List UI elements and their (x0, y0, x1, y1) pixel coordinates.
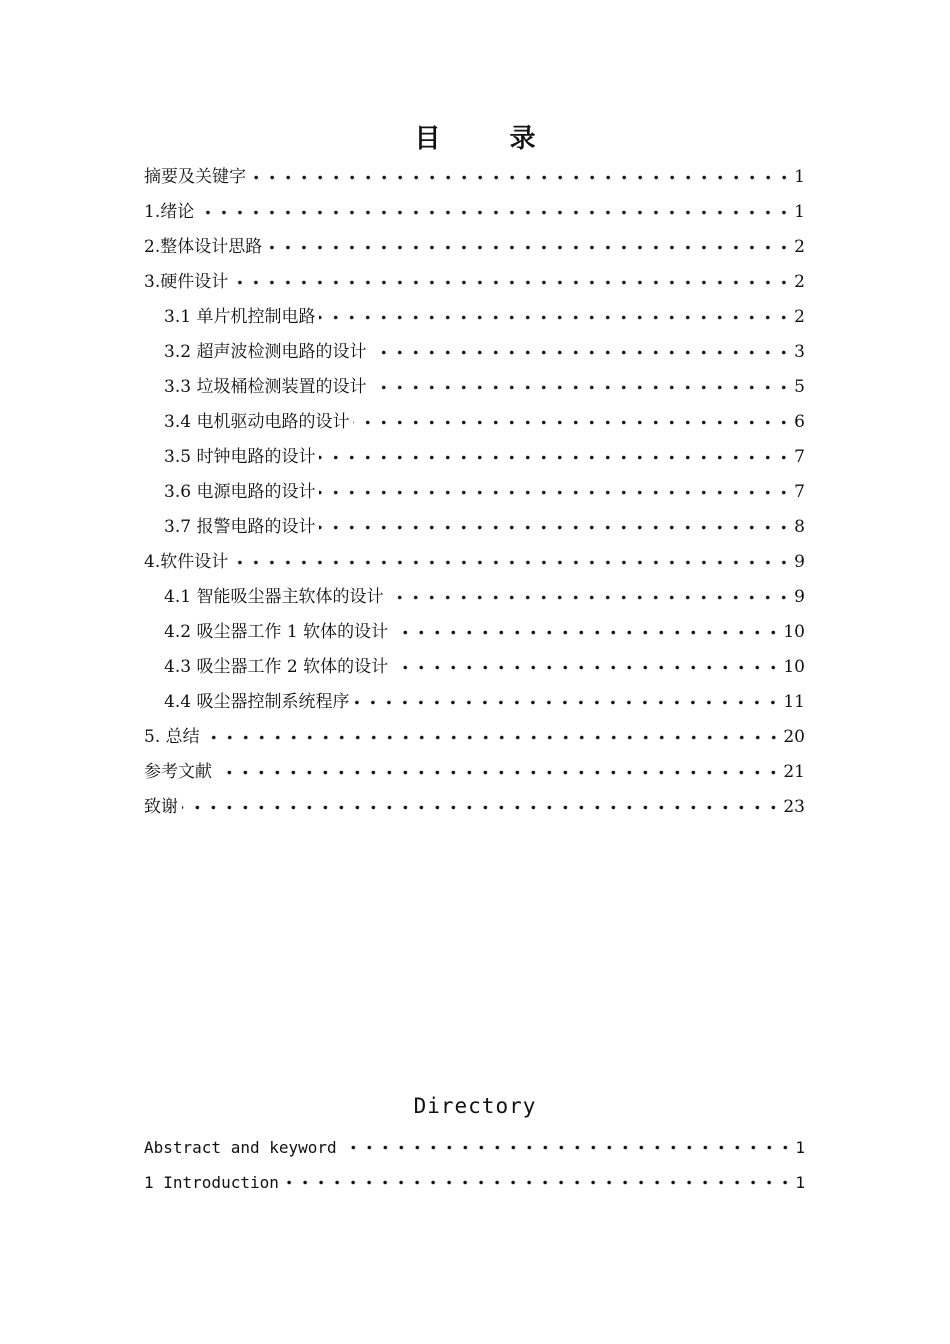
toc-entry-page: 1 (794, 167, 805, 187)
toc-entry (144, 440, 805, 475)
toc-dot-leader (250, 160, 792, 195)
toc-dot-leader (283, 1165, 793, 1200)
toc-entry-page: 2 (794, 272, 805, 292)
toc-entry-page: 8 (794, 517, 805, 537)
toc-dot-leader (370, 335, 792, 370)
toc-entry-page: 2 (794, 307, 805, 327)
toc-entry (144, 685, 805, 720)
toc-entry-page: 2 (794, 237, 805, 257)
toc-entry-label: 3.4 电机驱动电路的设计 (164, 412, 350, 432)
toc-entry (144, 1130, 805, 1165)
toc-dot-leader (319, 300, 792, 335)
toc-dot-leader (353, 685, 781, 720)
toc-title-en: Directory (413, 1094, 537, 1118)
toc-dot-leader (232, 545, 792, 580)
toc-title-cn: 目 录 (414, 124, 566, 154)
toc-dot-leader (204, 720, 782, 755)
toc-entry (144, 475, 805, 510)
toc-entry-label: 参考文献 (144, 762, 212, 782)
toc-entry-label: 1 Introduction (144, 1173, 279, 1192)
toc-dot-leader (387, 580, 792, 615)
toc-entry-label: 4.1 智能吸尘器主软体的设计 (164, 587, 384, 607)
toc-list-en (144, 1130, 805, 1200)
toc-entry (144, 265, 805, 300)
toc-entry-page: 23 (783, 797, 805, 817)
toc-entry-page: 6 (794, 412, 805, 432)
toc-entry-page: 21 (783, 762, 805, 782)
toc-list-cn (144, 160, 805, 825)
toc-entry (144, 300, 805, 335)
toc-entry-label: 4.4 吸尘器控制系统程序 (164, 692, 350, 712)
toc-entry-page: 9 (794, 552, 805, 572)
toc-dot-leader (370, 370, 792, 405)
toc-dot-leader (266, 230, 792, 265)
toc-entry-label: 5. 总结 (144, 727, 200, 747)
toc-entry-page: 11 (783, 692, 805, 712)
toc-dot-leader (198, 195, 792, 230)
toc-entry (144, 405, 805, 440)
toc-entry (144, 160, 805, 195)
toc-entry-label: 3.6 电源电路的设计 (164, 482, 316, 502)
toc-entry (144, 510, 805, 545)
toc-entry-page: 9 (794, 587, 805, 607)
toc-dot-leader (319, 440, 792, 475)
toc-dot-leader (341, 1130, 793, 1165)
toc-entry-label: 2.整体设计思路 (144, 237, 263, 257)
toc-entry-page: 1 (794, 202, 805, 222)
toc-entry-label: 3.1 单片机控制电路 (164, 307, 316, 327)
toc-dot-leader (392, 615, 781, 650)
toc-entry-label: 摘要及关键字 (144, 167, 246, 187)
toc-entry-label: 4.2 吸尘器工作 1 软体的设计 (164, 622, 389, 642)
toc-entry (144, 650, 805, 685)
toc-entry-page: 1 (795, 1138, 805, 1157)
toc-entry-label: 3.5 时钟电路的设计 (164, 447, 316, 467)
toc-entry (144, 335, 805, 370)
toc-entry-label: 1.绪论 (144, 202, 195, 222)
toc-dot-leader (392, 650, 781, 685)
toc-entry-label: 3.3 垃圾桶检测装置的设计 (164, 377, 367, 397)
toc-entry-page: 20 (783, 727, 805, 747)
toc-entry (144, 1165, 805, 1200)
toc-dot-leader (353, 405, 792, 440)
toc-entry (144, 615, 805, 650)
toc-entry-label: 3.硬件设计 (144, 272, 229, 292)
toc-entry (144, 580, 805, 615)
toc-entry-page: 10 (783, 622, 805, 642)
toc-entry (144, 545, 805, 580)
toc-entry (144, 755, 805, 790)
toc-dot-leader (319, 475, 792, 510)
toc-dot-leader (232, 265, 792, 300)
toc-dot-leader (182, 790, 781, 825)
toc-entry-label: 致谢 (144, 797, 178, 817)
toc-entry-page: 7 (794, 447, 805, 467)
toc-entry (144, 195, 805, 230)
toc-entry-page: 3 (794, 342, 805, 362)
toc-entry (144, 720, 805, 755)
toc-entry-page: 7 (794, 482, 805, 502)
toc-entry-label: Abstract and keyword (144, 1138, 337, 1157)
toc-entry (144, 230, 805, 265)
toc-dot-leader (319, 510, 792, 545)
toc-dot-leader (216, 755, 781, 790)
toc-entry-page: 10 (783, 657, 805, 677)
toc-entry (144, 370, 805, 405)
toc-entry (144, 790, 805, 825)
toc-entry-label: 4.软件设计 (144, 552, 229, 572)
toc-entry-label: 4.3 吸尘器工作 2 软体的设计 (164, 657, 389, 677)
toc-entry-label: 3.2 超声波检测电路的设计 (164, 342, 367, 362)
toc-entry-page: 1 (795, 1173, 805, 1192)
toc-entry-page: 5 (794, 377, 805, 397)
toc-entry-label: 3.7 报警电路的设计 (164, 517, 316, 537)
